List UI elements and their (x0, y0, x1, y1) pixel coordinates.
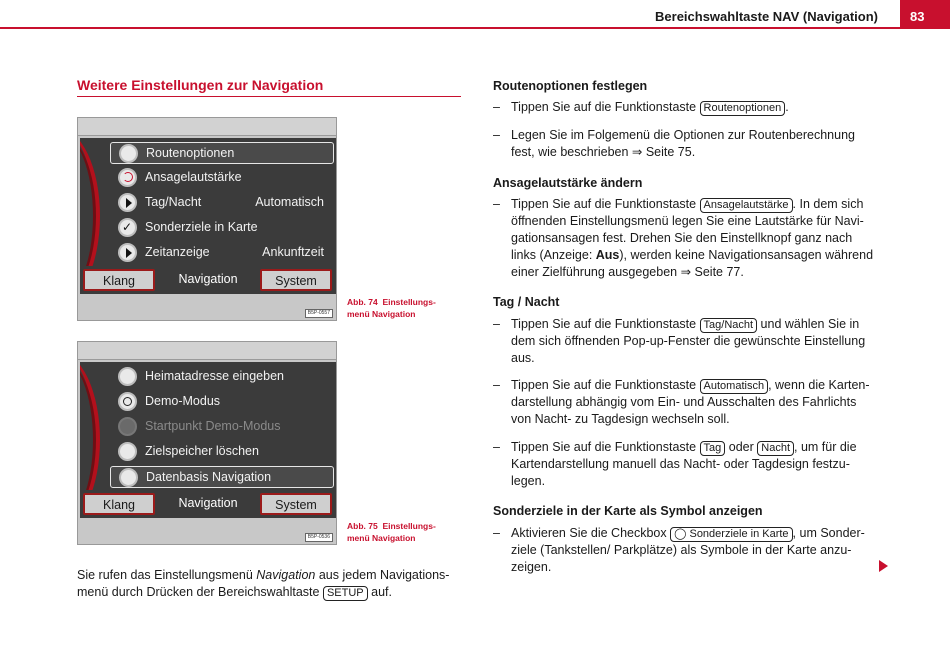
tab-system[interactable]: System (260, 269, 332, 291)
speaker-icon (118, 168, 137, 187)
figure-code: B5P-0557 (305, 309, 333, 318)
item-text: . In dem sich (792, 197, 864, 211)
menu-row-value: Ankunftzeit (262, 245, 324, 259)
screen-tab-bar (80, 490, 334, 518)
item-text: Aktivieren Sie die Checkbox (511, 526, 671, 540)
menu-row-label: Zielspeicher löschen (145, 444, 259, 458)
menu-row-routenoptionen[interactable] (110, 142, 334, 164)
item-text: links (Anzeige: (511, 248, 596, 262)
item-text: , um für die (794, 440, 857, 454)
circle-icon (119, 144, 138, 163)
intro-text: auf. (367, 585, 392, 599)
list-item (493, 316, 883, 367)
menu-row-label: Zeitanzeige (145, 245, 210, 259)
tab-system[interactable]: System (260, 493, 332, 515)
item-text: legen. (511, 474, 546, 488)
intro-text: aus jedem Navigations- (315, 568, 450, 582)
item-text: einer Zielführung ausgegeben ⇒ Seite 77. (511, 265, 744, 279)
page-header-title: Bereichswahltaste NAV (Navigation) (655, 9, 878, 24)
key-routenoptionen: Routenoptionen (700, 101, 786, 116)
item-text: gationsansagen fest. Drehen Sie den Einstellknopf ganz nach (511, 231, 853, 245)
header-rule (0, 27, 950, 29)
key-ansagelautstaerke: Ansagelautstärke (700, 198, 793, 213)
item-text: Tippen Sie auf die Funktionstaste (511, 317, 700, 331)
circle-icon (118, 367, 137, 386)
radio-icon (118, 392, 137, 411)
caption-number: Abb. 74 (347, 297, 378, 307)
menu-row-label: Heimatadresse eingeben (145, 369, 284, 383)
setup-key: SETUP (323, 586, 368, 601)
arrow-right-icon (118, 243, 137, 262)
menu-row-label: Demo-Modus (145, 394, 221, 408)
item-text: zeigen. (511, 560, 552, 574)
section-rule (77, 96, 461, 97)
key-tag: Tag (700, 441, 726, 456)
caption-text: menü Navigation (347, 309, 416, 319)
menu-row-label: Ansagelautstärke (145, 170, 242, 184)
item-text: Tippen Sie auf die Funktionstaste (511, 440, 700, 454)
dash: – (493, 317, 500, 331)
tab-klang[interactable]: Klang (83, 269, 155, 291)
heading-ansagelautstaerke: Ansagelautstärke ändern (493, 176, 643, 190)
figure-code: B5P-0536 (305, 533, 333, 542)
heading-routenoptionen: Routenoptionen festlegen (493, 79, 648, 93)
list-item (493, 196, 883, 281)
menu-row-demo-modus[interactable] (110, 391, 334, 413)
tab-klang[interactable]: Klang (83, 493, 155, 515)
continue-arrow-icon (879, 560, 888, 572)
dash: – (493, 526, 500, 540)
intro-text: Sie rufen das Einstellungsmenü (77, 568, 257, 582)
item-text: und wählen Sie in (757, 317, 860, 331)
menu-row-label: Datenbasis Navigation (146, 470, 272, 484)
key-tag-nacht: Tag/Nacht (700, 318, 758, 333)
key-sonderziele-checkbox: ◯ Sonderziele in Karte (670, 527, 792, 542)
figure-75-caption (347, 520, 436, 544)
item-text: von Nacht- zu Tagdesign wechseln soll. (511, 412, 730, 426)
item-text: , wenn die Karten- (768, 378, 870, 392)
caption-text: Einstellungs- (382, 297, 436, 307)
menu-row-zeitanzeige[interactable] (110, 242, 334, 264)
intro-italic: Navigation (256, 568, 316, 582)
tab-navigation[interactable]: Navigation (178, 272, 238, 286)
item-text: öffnenden Einstellungsmenü legen Sie eine Lautstärke für Navi- (511, 214, 864, 228)
list-item (493, 99, 883, 116)
menu-row-label: Tag/Nacht (145, 195, 202, 209)
checkmark-icon: ✓ (118, 218, 137, 237)
heading-tag-nacht: Tag / Nacht (493, 295, 560, 309)
menu-row-label: Sonderziele in Karte (145, 220, 258, 234)
dash: – (493, 378, 500, 392)
caption-number: Abb. 75 (347, 521, 378, 531)
menu-row-sonderziele[interactable] (110, 217, 334, 239)
item-text: Legen Sie im Folgemenü die Optionen zur Routenberechnung (511, 128, 855, 142)
menu-row-label: Startpunkt Demo-Modus (145, 419, 281, 433)
screen-bezel-top (78, 342, 336, 360)
section-title: Weitere Einstellungen zur Navigation (77, 77, 324, 93)
tab-navigation[interactable]: Navigation (178, 496, 238, 510)
item-text: Tippen Sie auf die Funktionstaste (511, 197, 700, 211)
menu-row-tag-nacht[interactable] (110, 192, 334, 214)
item-text: , um Sonder- (792, 526, 865, 540)
key-automatisch: Automatisch (700, 379, 769, 394)
arrow-right-icon (118, 193, 137, 212)
item-text: dem sich öffnenden Pop-up-Fenster die gewünschte Einstellung (511, 334, 866, 348)
item-text: Kartendarstellung manuell das Nacht- oder Tagdesign festzu- (511, 457, 850, 471)
figure-74-caption (347, 296, 436, 320)
screen-bezel-top (78, 118, 336, 136)
figure-74-screen (77, 117, 337, 321)
item-text: Tippen Sie auf die Funktionstaste (511, 100, 700, 114)
item-text: aus. (511, 351, 535, 365)
circle-icon (118, 417, 137, 436)
intro-text: menü durch Drücken der Bereichswahltaste (77, 585, 323, 599)
item-text: fest, wie beschrieben ⇒ Seite 75. (511, 145, 696, 159)
menu-row-startpunkt-demo (110, 416, 334, 438)
page-number: 83 (900, 0, 950, 28)
circle-icon (118, 442, 137, 461)
menu-row-ansagelautstaerke[interactable] (110, 167, 334, 189)
menu-row-value: Automatisch (255, 195, 324, 209)
item-text: darstellung abhängig vom Ein- und Ausschalten des Fahrlichts (511, 395, 857, 409)
heading-sonderziele: Sonderziele in der Karte als Symbol anzeigen (493, 504, 763, 518)
item-text: Tippen Sie auf die Funktionstaste (511, 378, 700, 392)
list-item (493, 525, 883, 576)
dash: – (493, 197, 500, 211)
menu-row-datenbasis[interactable] (110, 466, 334, 488)
key-nacht: Nacht (757, 441, 794, 456)
item-text: ), werden keine Navigationsansagen während (619, 248, 874, 262)
intro-paragraph (77, 567, 467, 601)
item-text: ziele (Tankstellen/ Parkplätze) als Symbole in der Karte anzu- (511, 543, 852, 557)
menu-row-label: Routenoptionen (146, 146, 235, 160)
item-text: oder (725, 440, 758, 454)
item-text: . (785, 100, 789, 114)
caption-text: Einstellungs- (382, 521, 436, 531)
item-bold: Aus (595, 248, 620, 262)
circle-icon (119, 468, 138, 487)
list-item (493, 377, 883, 428)
list-item (493, 127, 883, 161)
dash: – (493, 100, 500, 114)
menu-row-heimatadresse[interactable] (110, 366, 334, 388)
screen-tab-bar (80, 266, 334, 294)
caption-text: menü Navigation (347, 533, 416, 543)
figure-75-screen (77, 341, 337, 545)
list-item (493, 439, 883, 490)
dash: – (493, 128, 500, 142)
dash: – (493, 440, 500, 454)
menu-row-zielspeicher[interactable] (110, 441, 334, 463)
